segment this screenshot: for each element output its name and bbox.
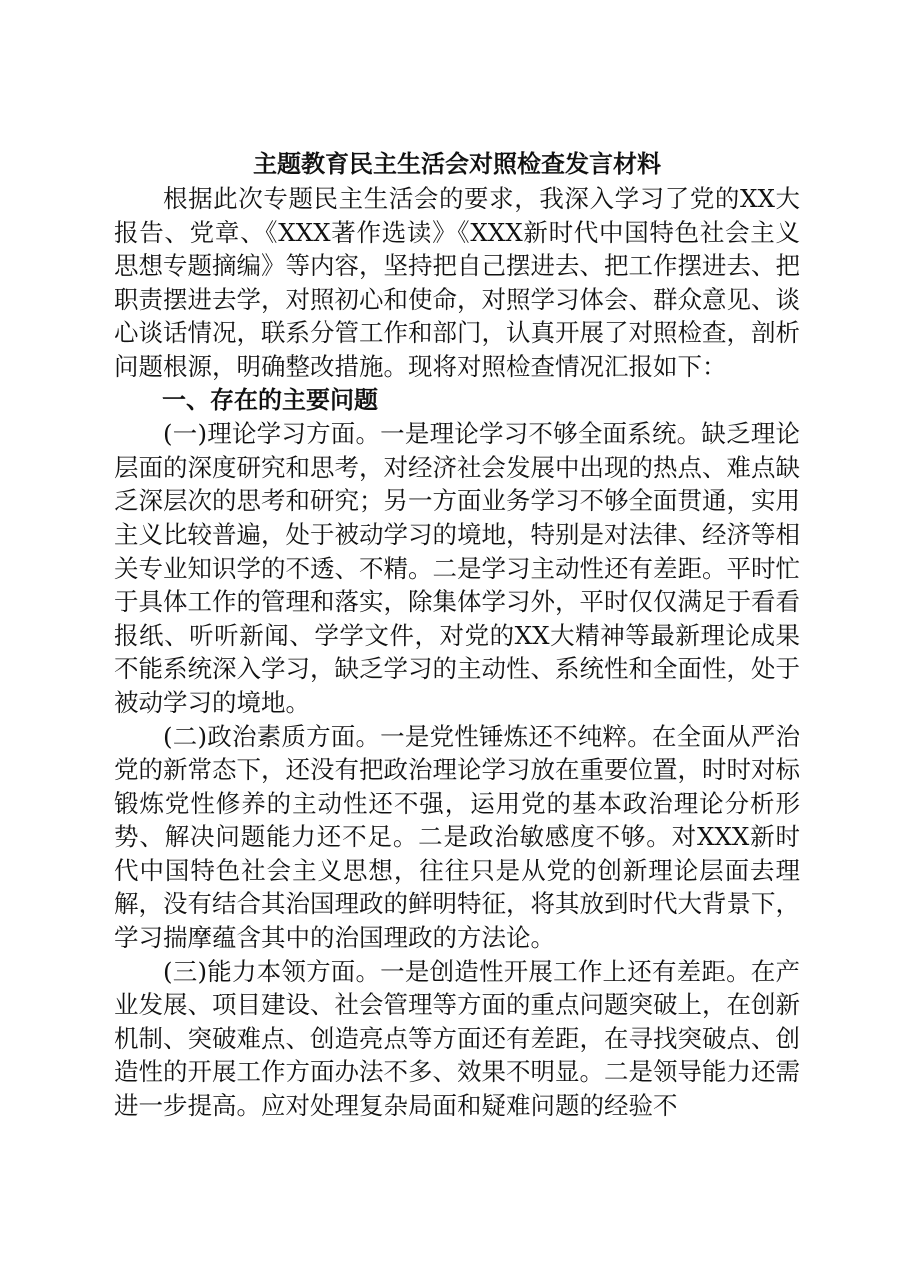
intro-paragraph: 根据此次专题民主生活会的要求，我深入学习了党的XX大报告、党章、《XXX著作选读》《XXX新时代中国特色社会主义思想专题摘编》等内容，坚持把自己摆进去、把工作摆进去、把职责摆进去学，对照初心和使命，对照学习体会、群众意见、谈心谈话情况，联系分管工作和部门，认真开展了对照检查，剖析问题根源，明确整改措施。现将对照检查情况汇报如下：: [114, 184, 800, 381]
document-title: 主题教育民主生活会对照检查发言材料: [253, 149, 661, 178]
section-heading: 一、存在的主要问题: [162, 385, 378, 414]
document-body: [114, 146, 800, 1123]
political-quality-paragraph: (二)政治素质方面。一是党性锤炼还不纯粹。在全面从严治党的新常态下，还没有把政治理论学习放在重要位置，时时对标锻炼党性修养的主动性还不强，运用党的基本政治理论分析形势、解决问题能力还不足。二是政治敏感度不够。对XXX新时代中国特色社会主义思想，往往只是从党的创新理论层面去理解，没有结合其治国理政的鲜明特征，将其放到时代大背景下，学习揣摩蕴含其中的治国理政的方法论。: [114, 721, 800, 953]
ability-paragraph: (三)能力本领方面。一是创造性开展工作上还有差距。在产业发展、项目建设、社会管理等方面的重点问题突破上，在创新机制、突破难点、创造亮点等方面还有差距，在寻找突破点、创造性的开展工作方面办法不多、效果不明显。二是领导能力还需进一步提高。应对处理复杂局面和疑难问题的经验不: [114, 956, 800, 1121]
theory-study-paragraph: (一)理论学习方面。一是理论学习不够全面系统。缺乏理论层面的深度研究和思考，对经济社会发展中出现的热点、难点缺乏深层次的思考和研究；另一方面业务学习不够全面贯通，实用主义比较普遍，处于被动学习的境地，特别是对法律、经济等相关专业知识学的不透、不精。二是学习主动性还有差距。平时忙于具体工作的管理和落实，除集体学习外，平时仅仅满足于看看报纸、听听新闻、学学文件，对党的XX大精神等最新理论成果不能系统深入学习，缺乏学习的主动性、系统性和全面性，处于被动学习的境地。: [114, 419, 800, 717]
